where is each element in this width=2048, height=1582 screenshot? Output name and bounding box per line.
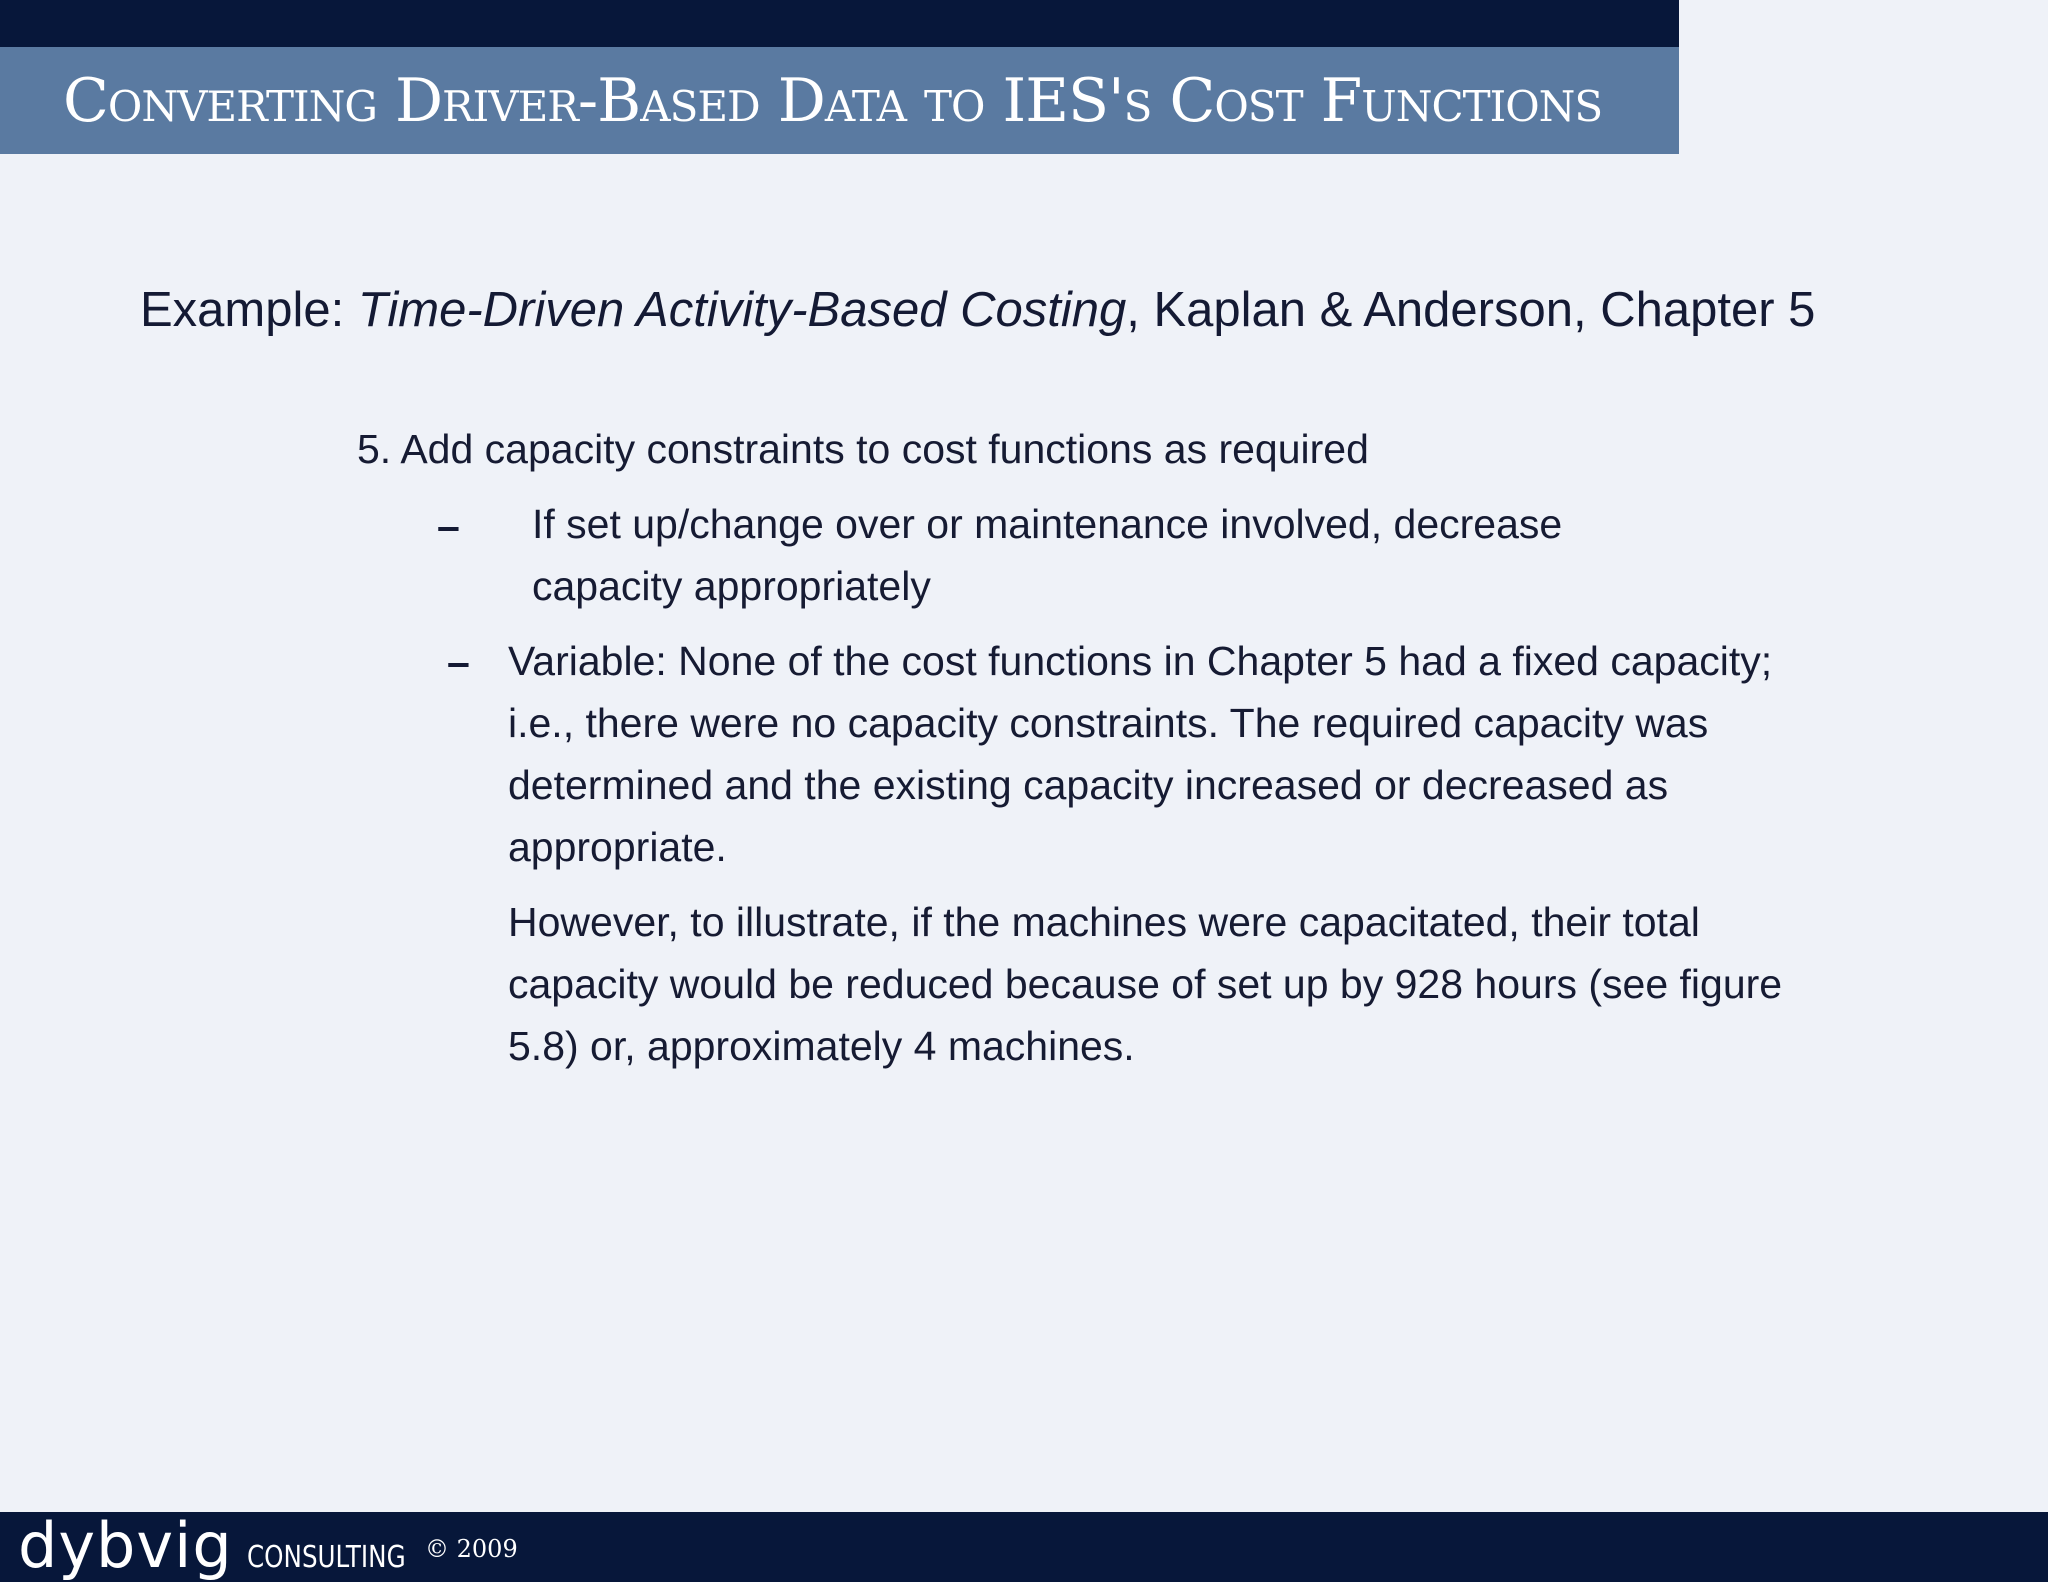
logo-wordmark: dybvig xyxy=(18,1509,233,1582)
bullet-dash: – xyxy=(437,503,460,549)
example-suffix: , Kaplan & Anderson, Chapter 5 xyxy=(1126,283,1816,337)
title-band xyxy=(0,47,1679,154)
bullet-setup: If set up/change over or maintenance involved, decrease capacity appropriately xyxy=(532,501,1563,609)
logo-subtitle: CONSULTING xyxy=(246,1540,406,1575)
header-top-bar xyxy=(0,0,1679,47)
company-logo xyxy=(18,1509,440,1582)
example-prefix: Example: xyxy=(140,283,358,337)
slide-title: Converting Driver-Based Data to IES's Cost Functions xyxy=(63,65,1603,136)
copyright-notice: © 2009 xyxy=(425,1535,518,1563)
example-reference xyxy=(140,282,1815,338)
illustration-paragraph: However, to illustrate, if the machines were capacitated, their total capacity would be reduced because of set up by 928 hours (see figure 5.8) or, approximately 4 machines. xyxy=(508,899,1783,1069)
bullet-dash: – xyxy=(447,639,470,685)
step-heading: 5. Add capacity constraints to cost functions as required xyxy=(357,426,1369,472)
book-title: Time-Driven Activity-Based Costing xyxy=(357,283,1127,337)
bullet-variable: Variable: None of the cost functions in Chapter 5 had a fixed capacity; i.e., there were no capacity constraints. The required capacity was determined and the existing capacity increased or decreased as appropriate. xyxy=(508,638,1773,870)
